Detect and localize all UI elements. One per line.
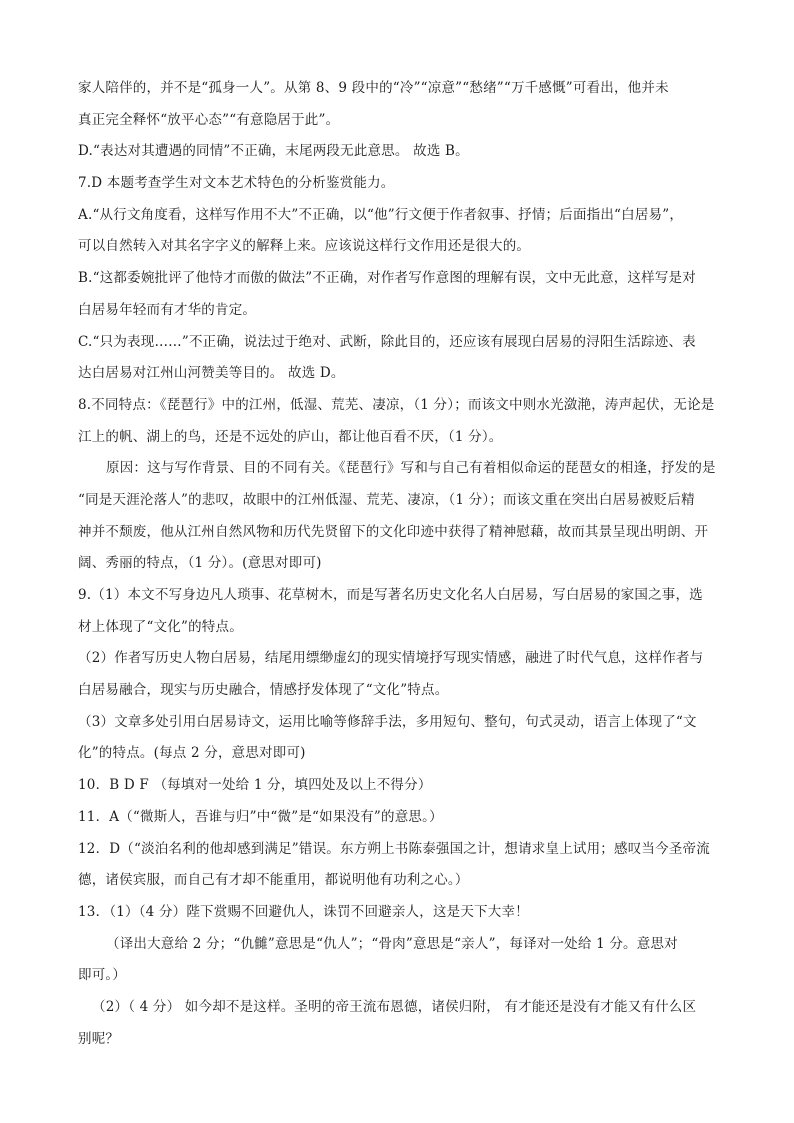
document-page	[78, 78, 723, 1060]
text-line: （2）作者写历史人物白居易，结尾用缥缈虚幻的现实情境抒写现实情感，融进了时代气息，这样作者与	[78, 650, 704, 667]
text-line: 白居易年轻而有才华的肯定。	[78, 301, 257, 318]
text-line: 即可。）	[78, 967, 127, 984]
text-line: 材上体现了“文化”的特点。	[78, 618, 243, 635]
text-line: （译出大意给 2 分；“仇雠”意思是“仇人”；“骨肉”意思是“亲人”，每译对一处给 1 分。意思对	[106, 935, 678, 952]
text-line: 阔、秀丽的特点，（1 分）。(意思对即可)	[78, 555, 322, 572]
text-line: 可以自然转入对其名字字义的解释上来。应该说这样行文作用还是很大的。	[78, 238, 531, 255]
text-line: 12．D（“淡泊名利的他却感到满足”错误。东方朔上书陈泰强国之计，想请求皇上试用；感叹当今圣帝流	[78, 840, 710, 857]
text-line: 11．A（“微斯人，吾谁与归”中“微”是“如果没有”的意思。）	[78, 808, 443, 825]
text-line: 白居易融合，现实与历史融合，情感抒发体现了“文化”特点。	[78, 682, 449, 699]
text-line: B.“这都委婉批评了他恃才而傲的做法”不正确，对作者写作意图的理解有误，文中无此意，这样写是对	[78, 270, 696, 287]
text-line: 别呢？	[78, 1030, 120, 1047]
text-line: 达白居易对江州山河赞美等目的。 故选 D。	[78, 365, 345, 382]
text-line: 江上的帆、湖上的鸟，还是不远处的庐山，都让他百看不厌，（1 分）。	[78, 428, 503, 445]
text-line: C.“只为表现……”不正确，说法过于绝对、武断，除此目的，还应该有展现白居易的浔阳生活踪迹、表	[78, 333, 696, 350]
text-line: 原因：这与写作背景、目的不同有关。《琵琶行》写和与自己有着相似命运的琵琶女的相逢，抒发的是	[106, 460, 716, 477]
text-line: 神并不颓废，他从江州自然风物和历代先贤留下的文化印迹中获得了精神慰藉，故而其景呈现出明朗、开	[78, 523, 709, 540]
text-line: 7.D 本题考查学生对文本艺术特色的分析鉴赏能力。	[78, 175, 395, 192]
text-line: 9.（1）本文不写身边凡人琐事、花草树木，而是写著名历史文化名人白居易，写白居易的家国之事，选	[78, 587, 703, 603]
text-line: 化”的特点。(每点 2 分，意思对即可)	[78, 745, 306, 762]
text-line: 10．B D F （每填对一处给 1 分，填四处及以上不得分）	[78, 777, 432, 794]
text-line: D.“表达对其遭遇的同情”不正确，末尾两段无此意思。 故选 B。	[78, 143, 469, 160]
text-line: 8.不同特点：《琵琶行》中的江州，低湿、荒芜、凄凉，（1 分）；而该文中则水光潋滟，涛声起伏，无论是	[78, 396, 715, 413]
text-line: “同是天涯沦落人”的悲叹，故眼中的江州低湿、荒芜、凄凉，（1 分）；而该文重在突出白居易被贬后精	[78, 491, 695, 508]
text-line: A.“从行文角度看，这样写作用不大”不正确，以“他”行文便于作者叙事、抒情；后面指出“白居易”，	[78, 206, 684, 223]
text-line: 家人陪伴的，并不是“孤身一人”。从第 8、9 段中的“冷”“凉意”“愁绪”“万千感慨”可看出，他并未	[78, 80, 669, 96]
text-line: （2）（ 4 分） 如今却不是这样。圣明的帝王流布恩德，诸侯归附， 有才能还是没有才能又有什么区	[92, 998, 697, 1015]
text-line: 真正完全释怀“放平心态”“有意隐居于此”。	[78, 111, 340, 128]
text-line: 德，诸侯宾服，而自己有才却不能重用，都说明他有功利之心。）	[78, 872, 469, 889]
text-line: （3）文章多处引用白居易诗文，运用比喻等修辞手法，多用短句、整句，句式灵动，语言上体现了“文	[78, 713, 697, 730]
text-line: 13．（1）（4 分）陛下赏赐不回避仇人，诛罚不回避亲人，这是天下大幸！	[78, 903, 529, 920]
